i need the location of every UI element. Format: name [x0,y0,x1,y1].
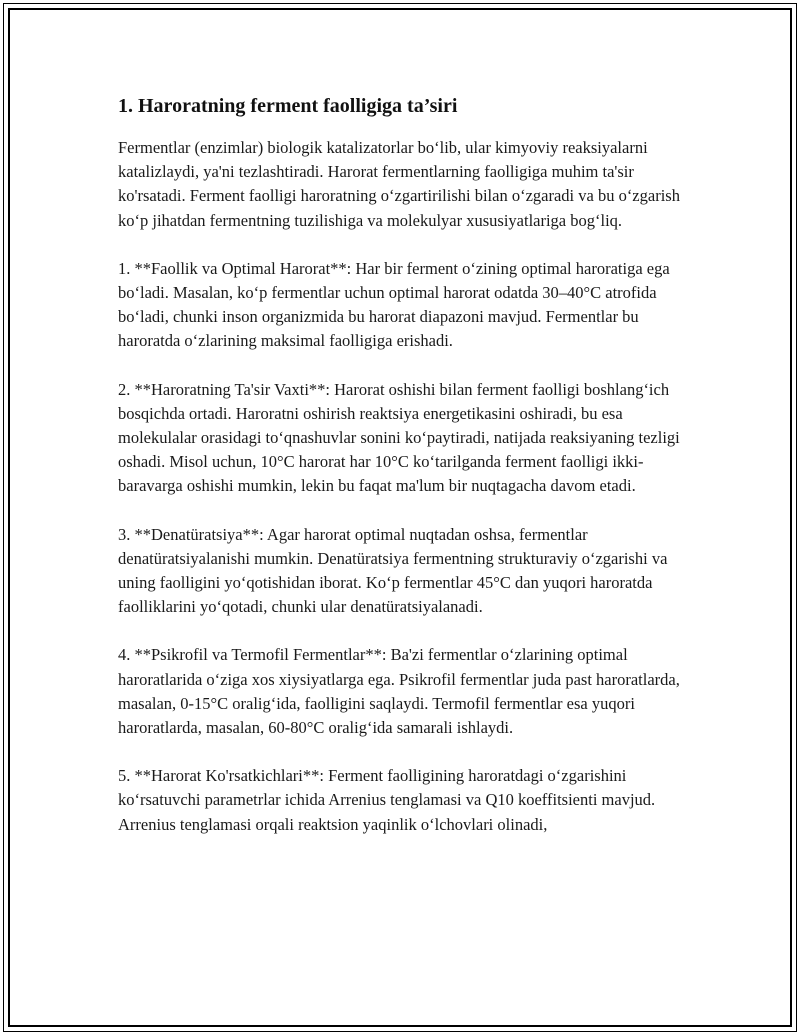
paragraph-psychrophilic-thermophilic: 4. **Psikrofil va Termofil Fermentlar**: Ba'zi fermentlar o‘zlarining optimal haroratlarida o‘ziga xos xiysiyatlarga ega. Psikrofil fermentlar juda past haroratlarda, masalan, 0-15°C oralig‘ida, faolligini saqlaydi. Termofil fermentlar esa yuqori haroratlarda, masalan, 60-80°C oralig‘ida samarali ishlaydi. [118,645,680,738]
intro-paragraph: Fermentlar (enzimlar) biologik katalizatorlar bo‘lib, ular kimyoviy reaksiyalarni katalizlaydi, ya'ni tezlashtiradi. Harorat fermentlarning faolligiga muhim ta'sir ko'rsatadi. Ferment faolligi haroratning o‘zgartirilishi bilan o‘zgaradi va bu o‘zgarish ko‘p jihatdan fermentning tuzilishiga va molekulyar xususiyatlariga bog‘liq. [118,138,680,230]
paragraph-optimal-temperature: 1. **Faollik va Optimal Harorat**: Har bir ferment o‘zining optimal haroratiga ega bo‘ladi. Masalan, ko‘p fermentlar uchun optimal harorat odatda 30–40°C atrofida bo‘ladi, chunki inson organizmida bu harorat diapazoni mavjud. Fermentlar bu haroratda o‘zlarining maksimal faolligiga erishadi. [118,258,670,351]
paragraph-temperature-indicators: 5. **Harorat Ko'rsatkichlari**: Ferment faolligining haroratdagi o‘zgarishini ko‘rsatuvchi parametrlar ichida Arrenius tenglamasi va Q10 koeffitsienti mavjud. Arrenius tenglamasi orqali reaktsion yaqinlik o‘lchovlari olinadi, [118,766,656,834]
paragraph-denaturation: 3. **Denatüratsiya**: Agar harorat optimal nuqtadan oshsa, fermentlar denatüratsiyalanishi mumkin. Denatüratsiya fermentning strukturaviy o‘zgarishi va uning faolligini yo‘qotishidan iborat. Ko‘p fermentlar 45°C dan yuqori haroratda faolliklarini yo‘qotadi, chunki ular denatüratsiyalanadi. [118,524,668,617]
paragraph-temperature-effect: 2. **Haroratning Ta'sir Vaxti**: Harorat oshishi bilan ferment faolligi boshlang‘ich bosqichda ortadi. Haroratni oshirish reaktsiya energetikasini oshiradi, bu esa molekulalar orasidagi to‘qnashuvlar sonini ko‘paytiradi, natijada reaksiyaning tezligi oshadi. Misol uchun, 10°C harorat har 10°C ko‘tarilganda ferment faolligi ikki-baravarga oshishi mumkin, lekin bu faqat ma'lum bir nuqtagacha davom etadi. [118,379,680,496]
document-body [118,92,698,861]
document-title: 1. Haroratning ferment faolligiga ta’siri [118,95,458,117]
